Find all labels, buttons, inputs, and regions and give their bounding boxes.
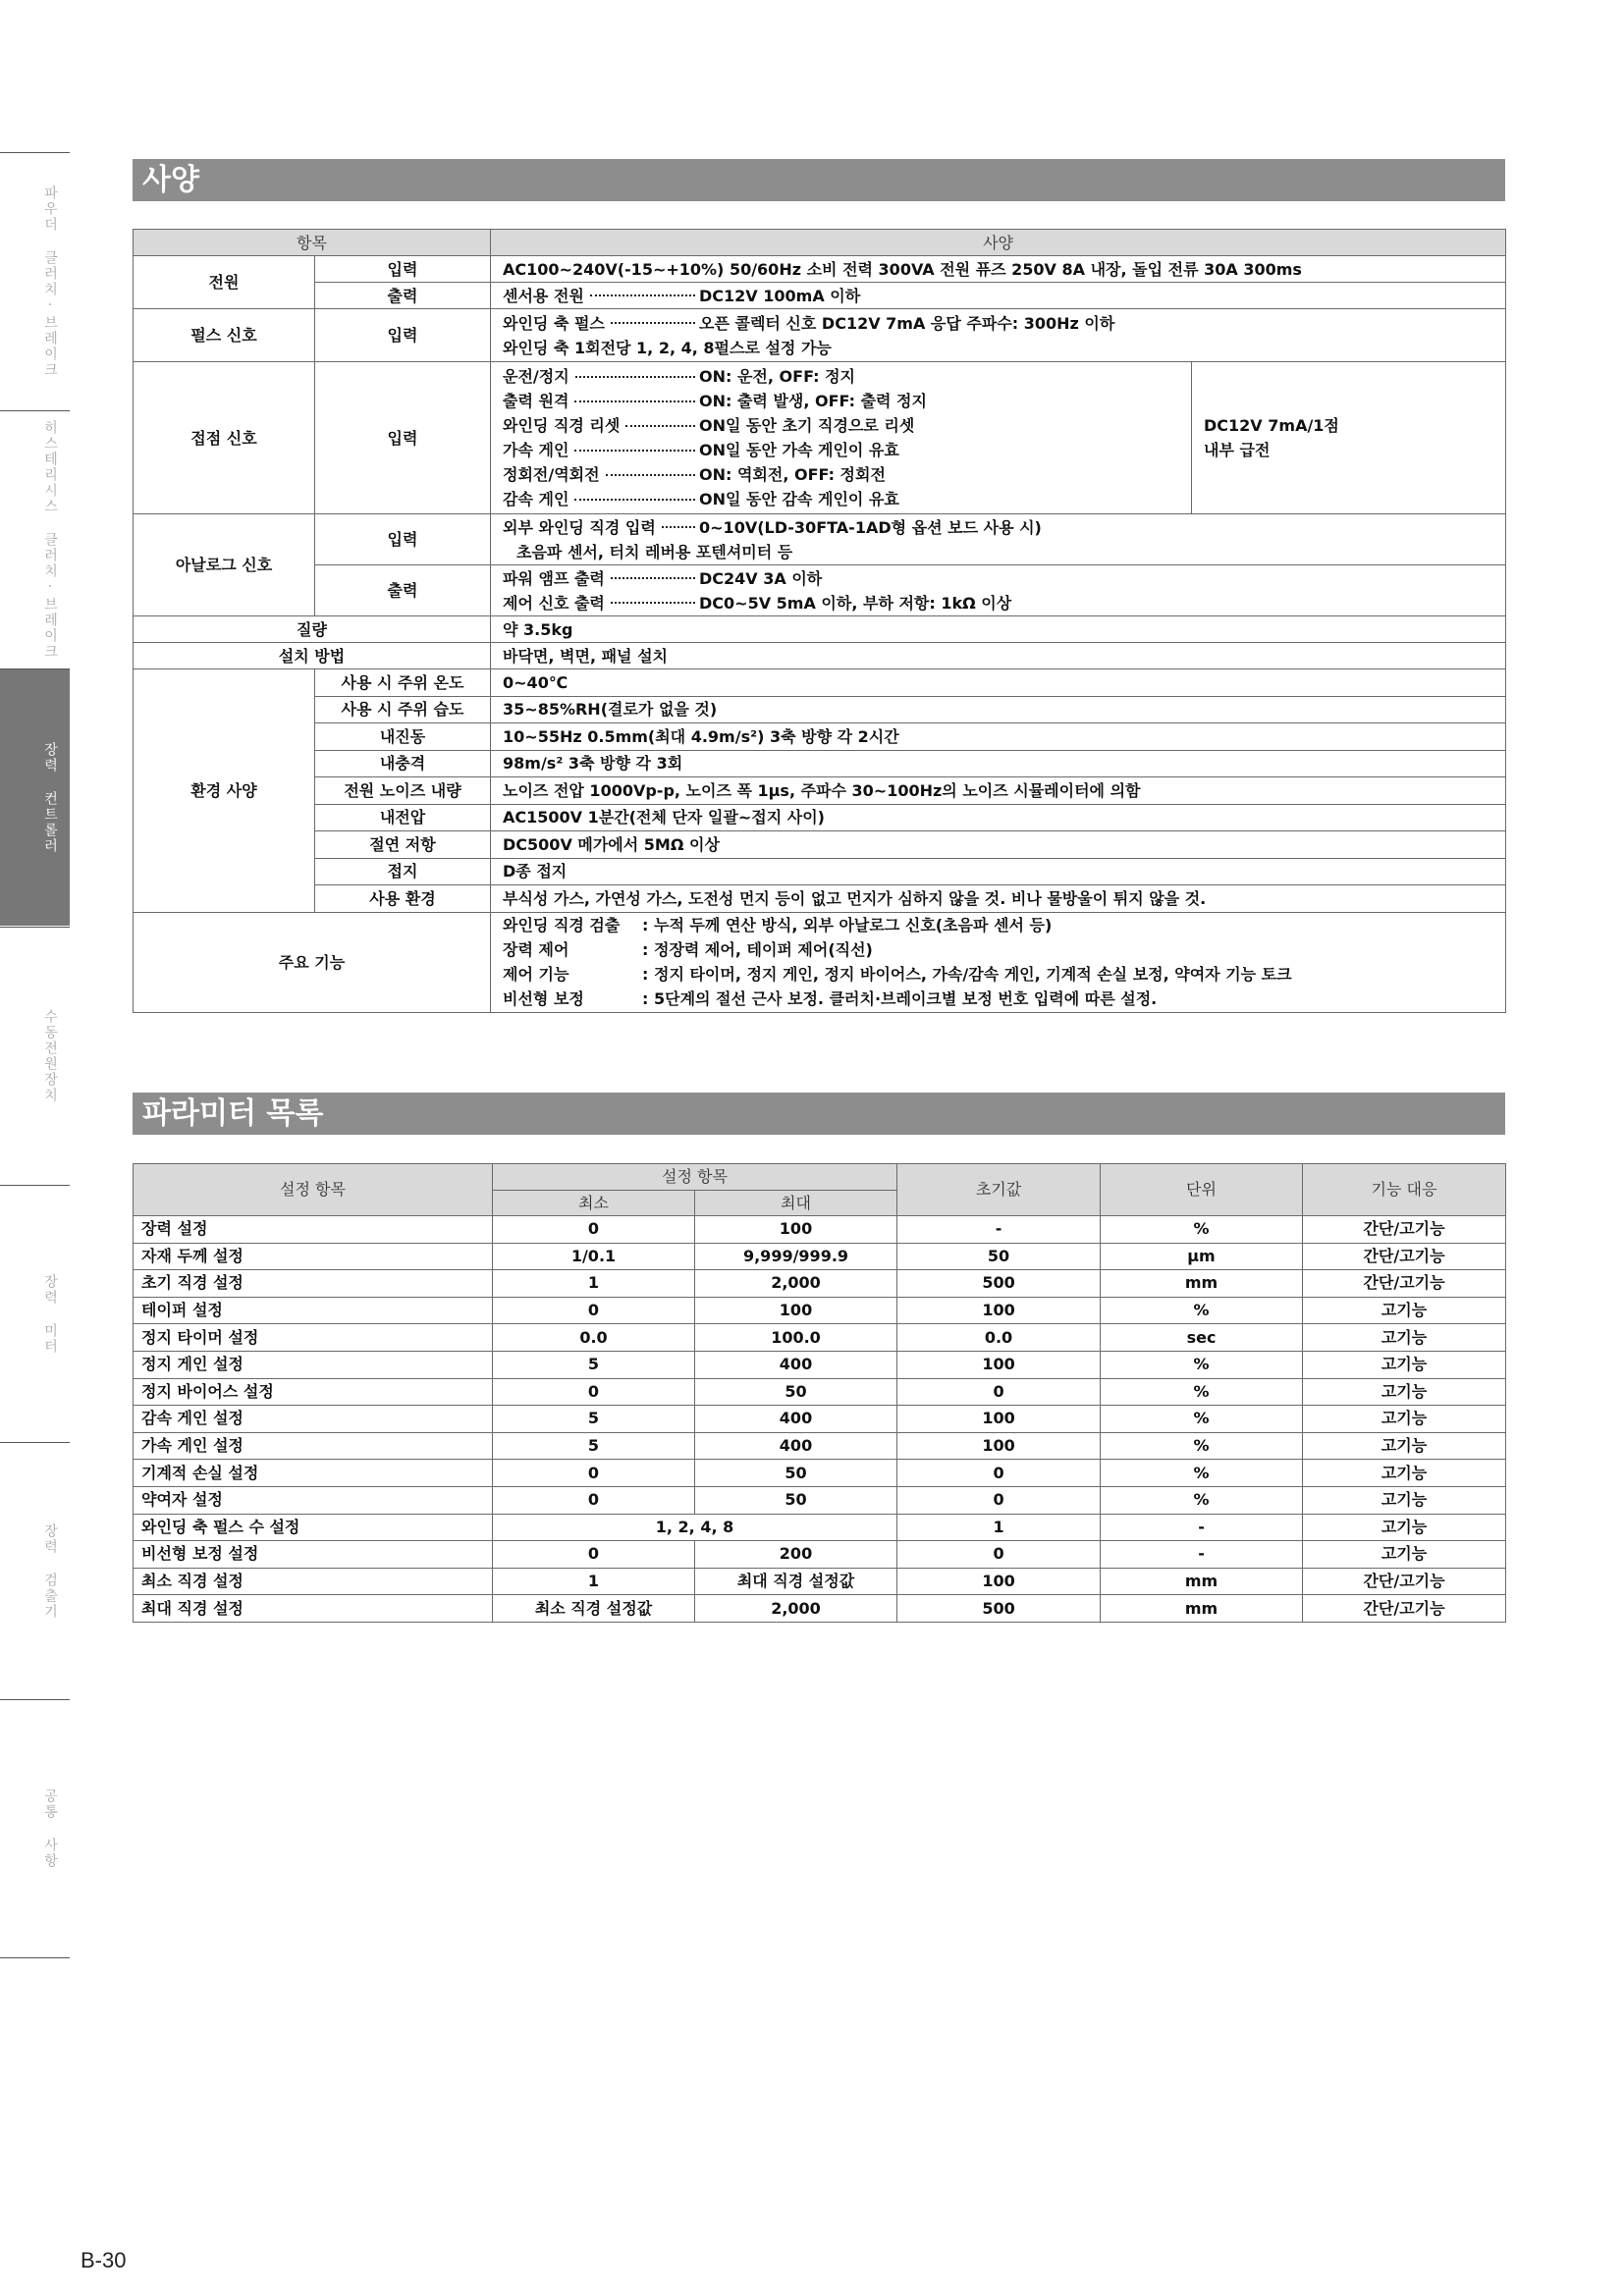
spec-line-name: 운전/정지 xyxy=(503,367,569,386)
spec-env-value: 부식성 가스, 가연성 가스, 도전성 먼지 등이 없고 먼지가 심하지 않을 것. 비나 물방울이 튀지 않을 것. xyxy=(491,885,1506,913)
param-cell-unit: % xyxy=(1101,1432,1303,1460)
param-cell-range: 1, 2, 4, 8 xyxy=(493,1514,897,1541)
param-row xyxy=(134,1378,1506,1406)
spec-line-value: DC12V 100mA 이하 xyxy=(699,286,861,305)
param-cell-max: 50 xyxy=(695,1460,897,1487)
spec-env-label: 전원 노이즈 내량 xyxy=(315,777,491,805)
param-cell-min: 0 xyxy=(493,1216,695,1244)
spec-line xyxy=(503,284,1493,308)
param-row xyxy=(134,1270,1506,1298)
spec-line xyxy=(503,566,1493,591)
spec-line xyxy=(503,364,1179,389)
spec-line-name-leader xyxy=(503,311,699,336)
spec-row-pulse xyxy=(134,309,1506,362)
param-cell-unit: - xyxy=(1101,1514,1303,1541)
sidebar-tab-label: 파우더 클러치·브레이크 xyxy=(42,185,58,378)
spec-env-label: 접지 xyxy=(315,858,491,885)
function-value: : 정지 타이머, 정지 게인, 정지 바이어스, 가속/감속 게인, 기계적 손실 보정, 약여자 기능 토크 xyxy=(642,965,1292,984)
param-cell-item: 정지 게인 설정 xyxy=(134,1351,493,1378)
param-row xyxy=(134,1595,1506,1623)
spec-row-functions xyxy=(134,912,1506,1012)
param-header-mode: 기능 대응 xyxy=(1303,1164,1506,1216)
param-row xyxy=(134,1324,1506,1352)
spec-line-value: ON: 출력 발생, OFF: 출력 정지 xyxy=(699,392,927,410)
spec-row-contact xyxy=(134,362,1506,514)
section-title-parameters: 파라미터 목록 xyxy=(133,1093,1505,1135)
spec-row-env xyxy=(134,804,1506,831)
sidebar-tab-tension-controller xyxy=(0,668,70,926)
param-cell-unit: mm xyxy=(1101,1568,1303,1595)
spec-line-name: 가속 게인 xyxy=(503,441,569,459)
param-cell-mode: 고기능 xyxy=(1303,1460,1506,1487)
spec-env-label: 사용 시 주위 습도 xyxy=(315,696,491,723)
param-cell-min: 0 xyxy=(493,1541,695,1569)
spec-line-name-leader xyxy=(503,438,699,462)
param-cell-max: 최대 직경 설정값 xyxy=(695,1568,897,1595)
spec-row-env xyxy=(134,723,1506,751)
spec-line xyxy=(503,487,1179,511)
param-row xyxy=(134,1541,1506,1569)
spec-table xyxy=(133,229,1506,1013)
spec-env-label: 사용 시 주위 온도 xyxy=(315,669,491,697)
spec-line-value: ON일 동안 초기 직경으로 리셋 xyxy=(699,416,915,435)
spec-env-label: 사용 환경 xyxy=(315,885,491,913)
param-row xyxy=(134,1216,1506,1244)
param-cell-mode: 고기능 xyxy=(1303,1297,1506,1324)
function-line xyxy=(503,987,1493,1011)
param-cell-min: 최소 직경 설정값 xyxy=(493,1595,695,1623)
spec-line-note: 초음파 센서, 터치 레버용 포텐셔미터 등 xyxy=(516,542,793,561)
spec-env-value: 35~85%RH(결로가 없을 것) xyxy=(491,696,1506,723)
spec-env-value: AC1500V 1분간(전체 단자 일괄~접지 사이) xyxy=(491,804,1506,831)
spec-value-mounting: 바닥면, 벽면, 패널 설치 xyxy=(491,643,1506,669)
param-row xyxy=(134,1351,1506,1378)
section-title-spec: 사양 xyxy=(133,159,1505,201)
param-cell-unit: % xyxy=(1101,1297,1303,1324)
spec-supply-line: 내부 급전 xyxy=(1204,441,1271,459)
param-cell-initial: 100 xyxy=(897,1568,1101,1595)
spec-row-analog-input xyxy=(134,514,1506,565)
param-cell-initial: 500 xyxy=(897,1595,1101,1623)
spec-line-name: 정회전/역회전 xyxy=(503,465,600,484)
param-cell-min: 1/0.1 xyxy=(493,1243,695,1270)
spec-row-env xyxy=(134,858,1506,885)
spec-row-env xyxy=(134,831,1506,859)
param-cell-min: 0 xyxy=(493,1486,695,1514)
spec-value-contact xyxy=(491,362,1192,514)
sidebar-tab-power-supply xyxy=(0,927,70,1184)
spec-sublabel-pulse-input: 입력 xyxy=(315,309,491,362)
spec-row-env xyxy=(134,696,1506,723)
spec-label-environment: 환경 사양 xyxy=(134,669,315,913)
param-header-row xyxy=(134,1164,1506,1191)
param-cell-item: 자재 두께 설정 xyxy=(134,1243,493,1270)
spec-line-name: 파워 앰프 출력 xyxy=(503,568,605,588)
param-body xyxy=(134,1216,1506,1623)
param-cell-unit: - xyxy=(1101,1541,1303,1569)
param-cell-unit: sec xyxy=(1101,1324,1303,1352)
spec-line-name: 와인딩 직경 리셋 xyxy=(503,416,621,435)
param-cell-item: 가속 게인 설정 xyxy=(134,1432,493,1460)
param-cell-item: 기계적 손실 설정 xyxy=(134,1460,493,1487)
spec-row-env xyxy=(134,750,1506,777)
param-cell-min: 5 xyxy=(493,1432,695,1460)
param-cell-initial: 0 xyxy=(897,1460,1101,1487)
param-cell-item: 정지 바이어스 설정 xyxy=(134,1378,493,1406)
param-cell-initial: 0 xyxy=(897,1378,1101,1406)
spec-env-value: 노이즈 전압 1000Vp-p, 노이즈 폭 1μs, 주파수 30~100Hz의 노이즈 시뮬레이터에 의함 xyxy=(491,777,1506,805)
sidebar-tab-tension-meter xyxy=(0,1185,70,1442)
spec-value-analog-input xyxy=(491,514,1506,565)
spec-line-name-leader xyxy=(503,566,699,591)
param-cell-max: 2,000 xyxy=(695,1595,897,1623)
sidebar-tab-common xyxy=(0,1699,70,1956)
param-row xyxy=(134,1243,1506,1270)
spec-label-mounting: 설치 방법 xyxy=(134,643,491,669)
spec-row-mass xyxy=(134,616,1506,643)
param-cell-initial: - xyxy=(897,1216,1101,1244)
sidebar-tab-label: 장력 검출기 xyxy=(42,1522,58,1620)
param-cell-mode: 고기능 xyxy=(1303,1541,1506,1569)
sidebar-tab-label: 공통 사항 xyxy=(42,1788,58,1869)
spec-line-value: DC0~5V 5mA 이하, 부하 저항: 1kΩ 이상 xyxy=(699,593,1012,613)
spec-row-env xyxy=(134,669,1506,697)
param-cell-unit: % xyxy=(1101,1486,1303,1514)
sidebar-divider xyxy=(0,1957,70,1958)
spec-value-mass: 약 3.5kg xyxy=(491,616,1506,643)
spec-env-value: 98m/s² 3축 방향 각 3회 xyxy=(491,750,1506,777)
spec-label-functions: 주요 기능 xyxy=(134,912,491,1012)
sidebar-tab-label: 장력 컨트롤러 xyxy=(42,741,58,854)
param-cell-min: 0 xyxy=(493,1460,695,1487)
spec-row-env xyxy=(134,885,1506,913)
param-cell-max: 9,999/999.9 xyxy=(695,1243,897,1270)
param-cell-item: 장력 설정 xyxy=(134,1216,493,1244)
param-cell-mode: 고기능 xyxy=(1303,1378,1506,1406)
spec-row-mounting xyxy=(134,643,1506,669)
param-cell-min: 0 xyxy=(493,1378,695,1406)
spec-line-name: 감속 게인 xyxy=(503,490,569,508)
spec-label-analog: 아날로그 신호 xyxy=(134,514,315,616)
spec-value-pulse xyxy=(491,309,1506,362)
spec-line-name-leader xyxy=(503,364,699,389)
param-cell-mode: 고기능 xyxy=(1303,1351,1506,1378)
spec-sublabel-contact-input: 입력 xyxy=(315,362,491,514)
param-cell-initial: 50 xyxy=(897,1243,1101,1270)
spec-header-row xyxy=(134,230,1506,256)
spec-line-name-leader xyxy=(503,591,699,615)
param-cell-unit: % xyxy=(1101,1351,1303,1378)
param-cell-initial: 100 xyxy=(897,1406,1101,1433)
spec-line xyxy=(503,389,1179,413)
param-cell-initial: 100 xyxy=(897,1432,1101,1460)
param-cell-min: 1 xyxy=(493,1270,695,1298)
spec-line-name: 출력 원격 xyxy=(503,392,569,410)
spec-line xyxy=(503,462,1179,487)
spec-line xyxy=(503,515,1493,540)
spec-env-label: 내전압 xyxy=(315,804,491,831)
spec-line xyxy=(503,311,1493,336)
spec-env-value: 0~40℃ xyxy=(491,669,1506,697)
param-cell-item: 정지 타이머 설정 xyxy=(134,1324,493,1352)
spec-label-mass: 질량 xyxy=(134,616,491,643)
spec-line-name-leader xyxy=(503,413,699,438)
sidebar-tab-powder-clutch xyxy=(0,152,70,409)
spec-label-pulse: 펄스 신호 xyxy=(134,309,315,362)
sidebar-tab-label: 수동전원장치 xyxy=(42,1008,58,1103)
param-cell-unit: % xyxy=(1101,1378,1303,1406)
function-line xyxy=(503,962,1493,987)
param-cell-mode: 고기능 xyxy=(1303,1406,1506,1433)
param-cell-mode: 간단/고기능 xyxy=(1303,1568,1506,1595)
spec-line-value: ON: 운전, OFF: 정지 xyxy=(699,367,856,386)
param-cell-mode: 간단/고기능 xyxy=(1303,1243,1506,1270)
spec-value-contact-supply xyxy=(1192,362,1506,514)
spec-value-analog-output xyxy=(491,565,1506,616)
param-row xyxy=(134,1460,1506,1487)
spec-line-value: ON: 역회전, OFF: 정회전 xyxy=(699,465,886,484)
sidebar-tab-tension-detector xyxy=(0,1442,70,1699)
param-cell-item: 최소 직경 설정 xyxy=(134,1568,493,1595)
param-header-range: 설정 항목 xyxy=(493,1164,897,1191)
param-cell-item: 약여자 설정 xyxy=(134,1486,493,1514)
spec-sublabel-analog-output: 출력 xyxy=(315,565,491,616)
spec-line-name-leader xyxy=(503,515,699,540)
param-cell-min: 5 xyxy=(493,1406,695,1433)
spec-env-label: 절연 저항 xyxy=(315,831,491,859)
param-cell-initial: 500 xyxy=(897,1270,1101,1298)
spec-label-power: 전원 xyxy=(134,256,315,309)
param-row xyxy=(134,1406,1506,1433)
spec-line-value: ON일 동안 감속 게인이 유효 xyxy=(699,490,899,508)
spec-env-value: D종 접지 xyxy=(491,858,1506,885)
param-row xyxy=(134,1568,1506,1595)
spec-line-value: 오픈 콜렉터 신호 DC12V 7mA 응답 주파수: 300Hz 이하 xyxy=(699,313,1115,333)
param-cell-mode: 간단/고기능 xyxy=(1303,1595,1506,1623)
spec-sublabel-analog-input: 입력 xyxy=(315,514,491,565)
param-cell-unit: mm xyxy=(1101,1595,1303,1623)
param-cell-mode: 고기능 xyxy=(1303,1324,1506,1352)
param-cell-item: 비선형 보정 설정 xyxy=(134,1541,493,1569)
param-cell-max: 400 xyxy=(695,1406,897,1433)
param-cell-max: 100 xyxy=(695,1216,897,1244)
param-cell-max: 400 xyxy=(695,1432,897,1460)
param-header-item: 설정 항목 xyxy=(134,1164,493,1216)
param-cell-mode: 고기능 xyxy=(1303,1432,1506,1460)
param-cell-max: 100 xyxy=(695,1297,897,1324)
spec-line xyxy=(503,591,1493,615)
function-name: 제어 기능 xyxy=(503,965,569,984)
param-cell-max: 400 xyxy=(695,1351,897,1378)
spec-line-value: DC24V 3A 이하 xyxy=(699,568,823,588)
param-cell-max: 50 xyxy=(695,1378,897,1406)
param-cell-item: 초기 직경 설정 xyxy=(134,1270,493,1298)
param-cell-min: 1 xyxy=(493,1568,695,1595)
param-cell-unit: % xyxy=(1101,1460,1303,1487)
spec-line: 와인딩 축 1회전당 1, 2, 4, 8펄스로 설정 가능 xyxy=(503,338,832,357)
param-cell-initial: 0 xyxy=(897,1541,1101,1569)
spec-value-functions xyxy=(491,912,1506,1012)
param-header-initial: 초기값 xyxy=(897,1164,1101,1216)
param-cell-mode: 간단/고기능 xyxy=(1303,1270,1506,1298)
param-cell-initial: 0 xyxy=(897,1486,1101,1514)
function-name: 장력 제어 xyxy=(503,940,569,959)
param-header-unit: 단위 xyxy=(1101,1164,1303,1216)
param-cell-initial: 100 xyxy=(897,1297,1101,1324)
spec-header-item: 항목 xyxy=(134,230,491,256)
param-cell-item: 와인딩 축 펄스 수 설정 xyxy=(134,1514,493,1541)
function-line xyxy=(503,913,1493,937)
spec-sublabel-power-output: 출력 xyxy=(315,283,491,309)
param-cell-unit: mm xyxy=(1101,1270,1303,1298)
param-cell-mode: 고기능 xyxy=(1303,1514,1506,1541)
param-cell-unit: % xyxy=(1101,1216,1303,1244)
spec-row-power-input xyxy=(134,256,1506,283)
param-cell-max: 50 xyxy=(695,1486,897,1514)
spec-line xyxy=(503,438,1179,462)
sidebar-tab-label: 히스테리시스 클러치·브레이크 xyxy=(42,419,58,660)
spec-line-name: 제어 신호 출력 xyxy=(503,593,605,613)
param-cell-initial: 1 xyxy=(897,1514,1101,1541)
spec-line-name: 센서용 전원 xyxy=(503,286,584,305)
param-cell-mode: 고기능 xyxy=(1303,1486,1506,1514)
param-cell-item: 최대 직경 설정 xyxy=(134,1595,493,1623)
param-cell-unit: % xyxy=(1101,1406,1303,1433)
spec-supply-line: DC12V 7mA/1점 xyxy=(1204,416,1339,435)
spec-line-name-leader xyxy=(503,462,699,487)
sidebar-tab-label: 장력 미터 xyxy=(42,1273,58,1355)
param-cell-min: 0.0 xyxy=(493,1324,695,1352)
param-cell-initial: 0.0 xyxy=(897,1324,1101,1352)
spec-line-name-leader xyxy=(503,284,699,308)
function-name: 와인딩 직경 검출 xyxy=(503,916,621,934)
spec-value-power-input: AC100~240V(-15~+10%) 50/60Hz 소비 전력 300VA 전원 퓨즈 250V 8A 내장, 돌입 전류 30A 300ms xyxy=(491,256,1506,283)
spec-line-name-leader xyxy=(503,389,699,413)
param-cell-min: 0 xyxy=(493,1297,695,1324)
spec-row-env xyxy=(134,777,1506,805)
function-line xyxy=(503,937,1493,962)
param-cell-max: 2,000 xyxy=(695,1270,897,1298)
spec-line-name-leader xyxy=(503,487,699,511)
param-row xyxy=(134,1514,1506,1541)
spec-value-power-output xyxy=(491,283,1506,309)
param-cell-unit: μm xyxy=(1101,1243,1303,1270)
spec-sublabel-power-input: 입력 xyxy=(315,256,491,283)
param-cell-initial: 100 xyxy=(897,1351,1101,1378)
spec-line-name: 와인딩 축 펄스 xyxy=(503,313,605,333)
param-cell-item: 감속 게인 설정 xyxy=(134,1406,493,1433)
sidebar-tab-hysteresis-clutch xyxy=(0,410,70,667)
param-cell-item: 테이퍼 설정 xyxy=(134,1297,493,1324)
param-row xyxy=(134,1486,1506,1514)
spec-row-analog-output xyxy=(134,565,1506,616)
function-name: 비선형 보정 xyxy=(503,989,584,1008)
spec-env-value: 10~55Hz 0.5mm(최대 4.9m/s²) 3축 방향 각 2시간 xyxy=(491,723,1506,751)
param-header-max: 최대 xyxy=(695,1191,897,1216)
spec-env-value: DC500V 메가에서 5MΩ 이상 xyxy=(491,831,1506,859)
spec-line-value: 0~10V(LD-30FTA-1AD형 옵션 보드 사용 시) xyxy=(699,517,1042,537)
param-cell-max: 200 xyxy=(695,1541,897,1569)
spec-header-spec: 사양 xyxy=(491,230,1506,256)
param-row xyxy=(134,1432,1506,1460)
parameter-table xyxy=(133,1163,1506,1623)
function-value: : 누적 두께 연산 방식, 외부 아날로그 신호(초음파 센서 등) xyxy=(642,916,1053,934)
param-cell-min: 5 xyxy=(493,1351,695,1378)
spec-line xyxy=(503,413,1179,438)
spec-env-label: 내진동 xyxy=(315,723,491,751)
param-cell-max: 100.0 xyxy=(695,1324,897,1352)
spec-line-value: ON일 동안 가속 게인이 유효 xyxy=(699,441,899,459)
param-header-min: 최소 xyxy=(493,1191,695,1216)
spec-env-label: 내충격 xyxy=(315,750,491,777)
function-value: : 정장력 제어, 테이퍼 제어(직선) xyxy=(642,940,873,959)
spec-label-contact: 접점 신호 xyxy=(134,362,315,514)
page-number: B-30 xyxy=(81,2248,127,2272)
spec-row-power-output xyxy=(134,283,1506,309)
function-value: : 5단계의 절선 근사 보정. 클러치·브레이크별 보정 번호 입력에 따른 설정. xyxy=(642,989,1158,1008)
param-row xyxy=(134,1297,1506,1324)
param-cell-mode: 간단/고기능 xyxy=(1303,1216,1506,1244)
spec-line-name: 외부 와인딩 직경 입력 xyxy=(503,517,656,537)
